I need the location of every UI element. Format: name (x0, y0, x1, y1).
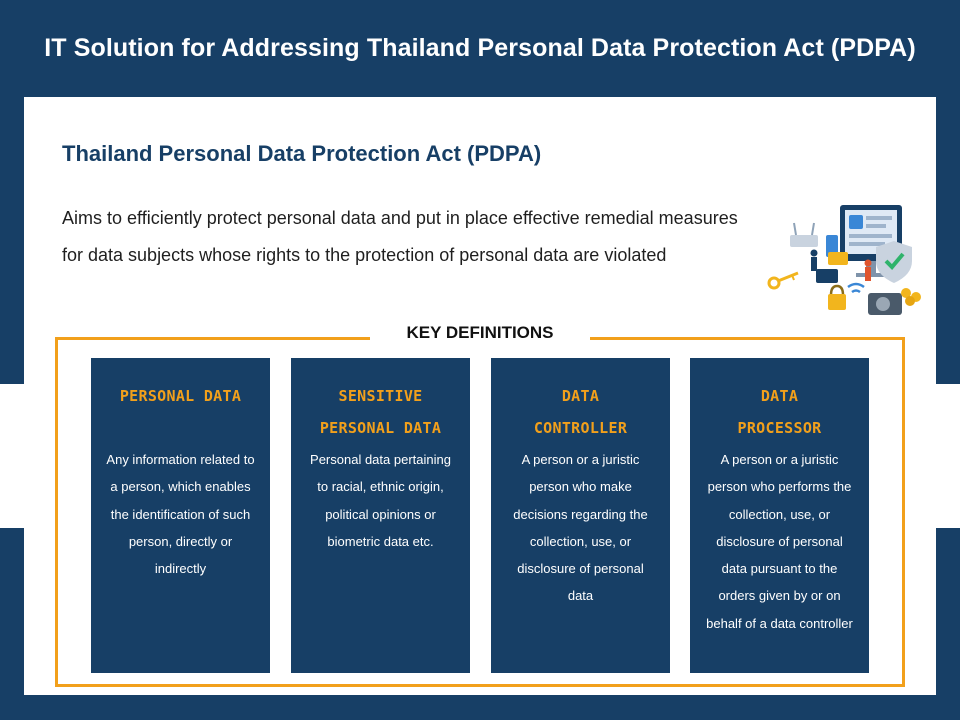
definition-card-body: A person or a juristic person who make decisions regarding the collection, use, or disclosure of personal data (513, 452, 648, 604)
definition-card-body: A person or a juristic person who performs the collection, use, or disclosure of personal data pursuant to the orders given by or on behalf of a data controller (706, 452, 853, 631)
definition-card-title: PERSONAL DATA (119, 387, 242, 405)
definition-card-title: SENSITIVE PERSONAL DATA (319, 387, 442, 437)
definition-card-body: Any information related to a person, which enables the identification of such person, directly or indirectly (106, 452, 255, 577)
intro-text: Aims to efficiently protect personal data and put in place effective remedial measures for data subjects whose rights to the protection of personal data are violated (62, 208, 738, 265)
definition-card-title: DATA PROCESSOR (737, 387, 822, 437)
content-panel (24, 97, 936, 695)
section-title: Thailand Personal Data Protection Act (PDPA) (62, 141, 542, 166)
definition-card-data-controller (491, 358, 670, 673)
definition-card-personal-data (91, 358, 270, 673)
data-protection-illustration-icon (756, 197, 926, 327)
key-definitions-label: KEY DEFINITIONS (370, 319, 590, 347)
definition-card-sensitive-personal-data (291, 358, 470, 673)
definition-card-data-processor (690, 358, 869, 673)
slide-title: IT Solution for Addressing Thailand Personal Data Protection Act (PDPA) (44, 34, 916, 62)
definition-card-body: Personal data pertaining to racial, ethnic origin, political opinions or biometric data etc. (310, 452, 451, 549)
definition-card-title: DATA CONTROLLER (533, 387, 628, 437)
